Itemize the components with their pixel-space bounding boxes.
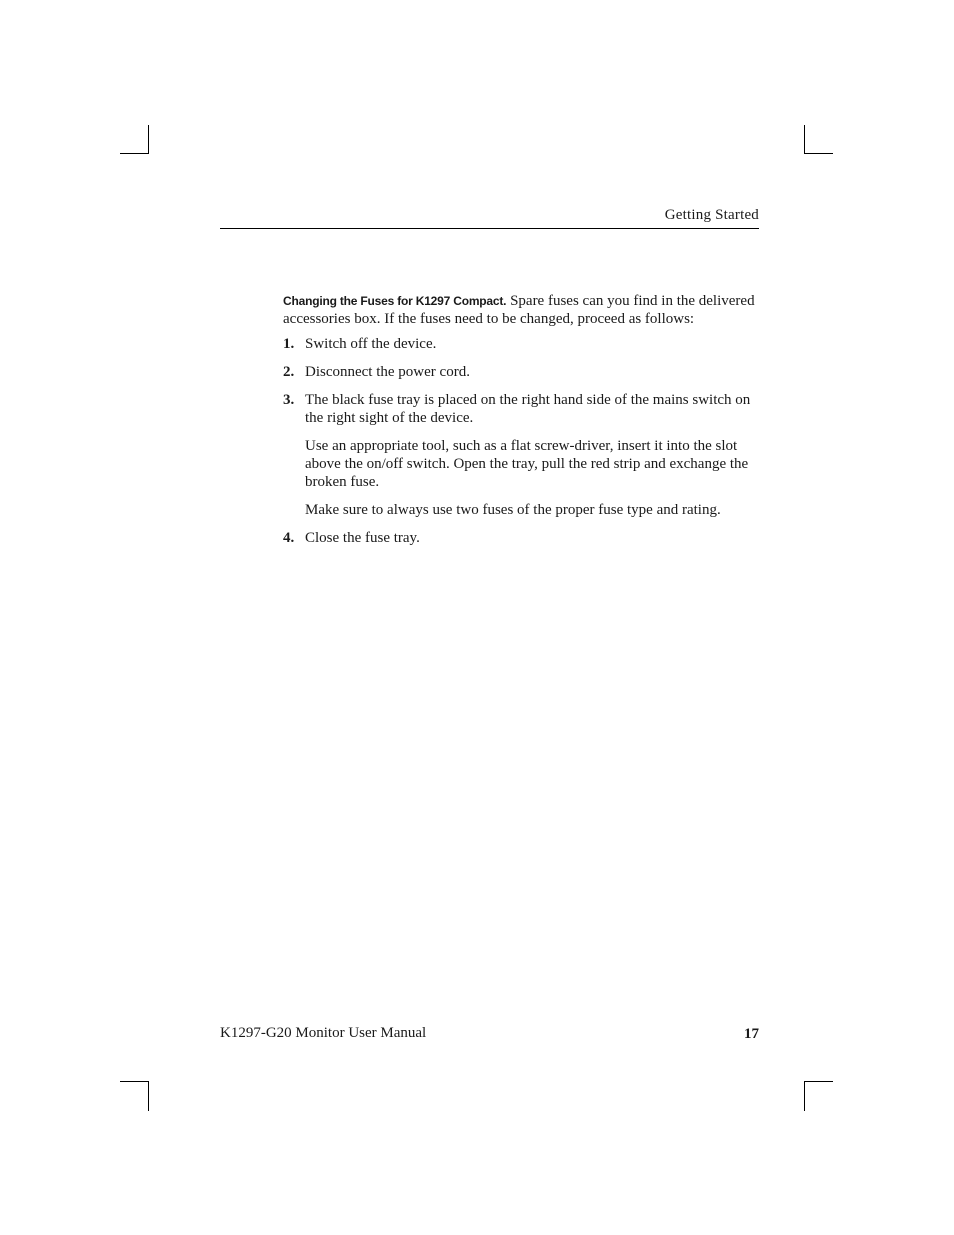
header-rule <box>220 228 759 229</box>
crop-mark-bottom-left-horizontal <box>120 1081 149 1082</box>
footer-manual-title: K1297-G20 Monitor User Manual <box>220 1025 427 1041</box>
list-item <box>283 391 761 519</box>
step-text: Switch off the device. <box>305 336 437 352</box>
intro-paragraph <box>283 292 761 328</box>
running-header: Getting Started <box>664 207 759 223</box>
step-number: 1. <box>283 336 295 352</box>
list-item <box>283 335 761 353</box>
step-text: The black fuse tray is placed on the right hand side of the mains switch on the right sight of the device. <box>305 392 751 426</box>
crop-mark-top-left-vertical <box>148 125 149 154</box>
list-item <box>283 363 761 381</box>
list-item <box>283 529 761 547</box>
intro-text: Spare fuses can you find in the delivered accessories box. If the fuses need to be changed, proceed as follows: <box>283 293 755 327</box>
crop-mark-top-left-horizontal <box>120 153 149 154</box>
crop-mark-bottom-right-horizontal <box>804 1081 833 1082</box>
page-number: 17 <box>744 1026 759 1042</box>
step-text: Disconnect the power cord. <box>305 364 470 380</box>
step-text: Use an appropriate tool, such as a flat screw-driver, insert it into the slot above the on/off switch. Open the tray, pull the red strip and exchange the broken fuse. <box>305 438 749 490</box>
crop-mark-top-right-vertical <box>804 125 805 154</box>
step-text: Make sure to always use two fuses of the proper fuse type and rating. <box>305 502 721 518</box>
step-number: 4. <box>283 530 295 546</box>
step-text: Close the fuse tray. <box>305 530 420 546</box>
crop-mark-bottom-left-vertical <box>148 1081 149 1111</box>
page-content <box>283 292 761 557</box>
lead-in-heading: Changing the Fuses for K1297 Compact. <box>283 294 507 308</box>
crop-mark-top-right-horizontal <box>804 153 833 154</box>
step-number: 3. <box>283 392 295 408</box>
step-number: 2. <box>283 364 295 380</box>
steps-list <box>283 335 761 547</box>
crop-mark-bottom-right-vertical <box>804 1081 805 1111</box>
